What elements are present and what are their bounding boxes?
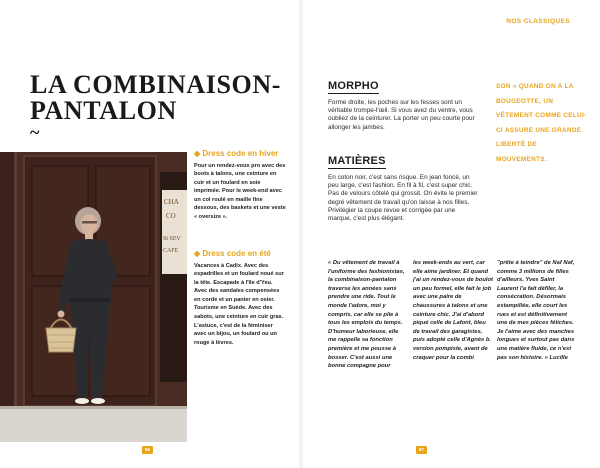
dress-code-summer-text: Vacances à Cadix. Avec des espadrilles et un foulard noué sur la tête. Escapade à l'île d'Yeu. Avec des sandales compensées en corde et un panier en osier. Tourisme en Suède. Avec des sabots, une ceinture en cuir gras. L'astuce, c'est de la féminiser avec un bijou, un foulard ou un rouge à lèvres. <box>194 262 284 346</box>
morpho-heading: MORPHO <box>328 80 379 92</box>
sign-text-1: CHA <box>164 198 179 206</box>
title-ornament: ~ <box>30 122 40 142</box>
dress-code-summer-heading: ◆ Dress code en été <box>194 249 271 258</box>
dress-code-summer <box>194 250 286 347</box>
dress-code-winter-heading: ◆ Dress code en hiver <box>194 149 279 158</box>
article-title <box>30 72 300 124</box>
page-number-right: 67 <box>416 446 427 454</box>
quote-column-1: « Du vêtement de travail à l'uniforme des fashionistas, la combinaison-pantalon traverse les années sans prendre une ride. Tout le monde l'adore, moi y compris, car elle se plie à tous les emplois du temps. D'humeur laborieuse, elle me rappelle sa fonction première et me pousse à bosser. C'est aussi une bonne compagne pour <box>328 260 405 370</box>
matieres-text: En coton noir, c'est sans risque. En jean foncé, un peu large, c'est fashion. En fil à fil, c'est super chic. Pas de velours côtelé qui grossit. On évite le premier degré vêtement de travail qu'on laisse à nos filles. Privilégier la coupe revue et corrigée par une marque, c'est plus élégant. <box>328 174 478 223</box>
pull-quote: SON « QUAND ON A LA BOUGEOTTE, UN VÊTEMENT COMME CELUI- CI ASSURE UNE GRANDE LIBERTÉ DE MOUVEMENTS. <box>496 83 587 163</box>
fashion-photo <box>0 152 187 442</box>
dress-code-winter <box>194 150 286 222</box>
title-line-1: LA COMBINAISON- <box>30 70 281 99</box>
quote-column-3: "prête à teindre" de Naf Naf, comme 3 millions de filles d'ailleurs. Yves Saint Laurent l'a fait défiler, la consécration. Désormais estampillée, elle court les rues et est définitivement une de mes pièces fétiches. Je l'aime avec des manches longues et surtout pas dans une matière fluide, ce n'est pas son histoire. » Lucille <box>497 260 575 361</box>
sign-text-2: CO <box>166 212 176 220</box>
section-tag: NOS CLASSIQUES <box>506 18 570 25</box>
page-number-left: 66 <box>142 446 153 454</box>
morpho-text: Forme droite, les poches sur les fesses sont un véritable trompe-l'œil. Si vous avez du ventre, vous oubliez de la ceinturer. La porter un peu courte pour allonger les jambes. <box>328 99 475 131</box>
dress-code-winter-text: Pour un rendez-vous pro avec des boots à talons, une ceinture en cuir et un foulard en soie imprimée. Pour le week-end avec un col roulé en maille fine dessous, des baskets et une veste « oversize ». <box>194 162 286 221</box>
title-line-2: PANTALON <box>30 96 177 125</box>
quote-column-2: les week-ends au vert, car elle aime jardiner. Et quand j'ai un rendez-vous de boulot un peu formel, elle fait le job avec une paire de chaussures à talons et une ceinture chic. J'ai d'abord piqué celle de Lafont, bleu de travail des garagistes, puis adopté celle d'Agnès b. version pompiste, avant de craquer pour la combi <box>413 260 493 361</box>
sign-text-3: St SEV <box>163 236 181 242</box>
matieres-heading: MATIÈRES <box>328 155 386 167</box>
photo-illustration <box>0 152 187 442</box>
sign-text-4: CAFE <box>163 248 179 254</box>
sidewalk <box>0 408 187 442</box>
page-gutter <box>298 0 304 468</box>
